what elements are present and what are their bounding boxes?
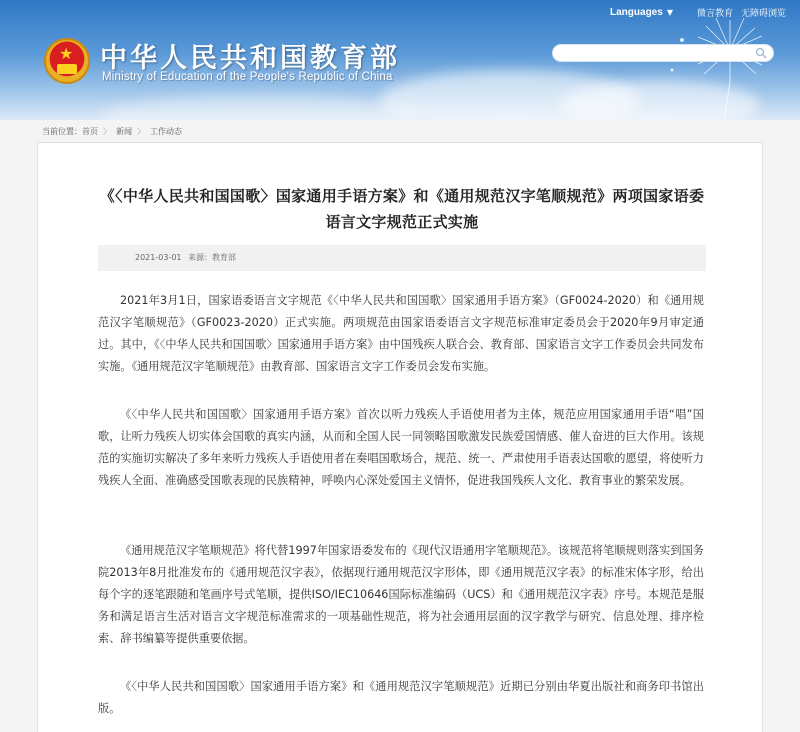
breadcrumb-work-updates[interactable]: 工作动态 bbox=[150, 127, 182, 136]
dandelion-icon bbox=[660, 10, 780, 120]
breadcrumb-news[interactable]: 新闻 bbox=[116, 127, 132, 136]
site-subtitle: Ministry of Education of the People's Republic of China bbox=[102, 71, 393, 83]
search-icon[interactable] bbox=[755, 47, 767, 59]
article-date: 2021-03-01 bbox=[135, 253, 182, 262]
site-header bbox=[0, 0, 800, 120]
top-links bbox=[610, 6, 786, 19]
search-box bbox=[552, 44, 774, 62]
article-paragraph: 《通用规范汉字笔顺规范》将代替1997年国家语委发布的《现代汉语通用字笔顺规范》。该规范将笔顺规则落实到国务院2013年8月批准发布的《通用规范汉字表》，依据现行通用规范汉字形体，即《通用规范汉字表》的标准宋体字形，给出每个字的逐笔跟随和笔画序号式笔顺，提供ISO/IEC10646国际标准编码（UCS）和《通用规范汉字表》序号。本规范是服务和满足语言生活对语言文字规范标准需求的一项基础性规范，将为社会通用层面的汉字教学与研究、信息处理、排序检索、辞书编纂等提供重要依据。 bbox=[98, 544, 704, 645]
breadcrumb-separator: 〉 bbox=[137, 127, 145, 136]
chevron-down-icon[interactable]: ▼ bbox=[666, 8, 673, 17]
national-emblem-icon[interactable] bbox=[44, 38, 90, 84]
weiyan-link[interactable]: 微言教育 bbox=[696, 9, 733, 19]
cloud-decoration bbox=[100, 95, 420, 120]
article-paragraph: 《〈中华人民共和国国歌〉国家通用手语方案》首次以听力残疾人手语使用者为主体，规范应用国家通用手语“唱”国歌，让听力残疾人切实体会国歌的真实内涵，从而和全国人民一同领略国歌激发民族爱国情感、催人奋进的巨大作用。该规范的实施切实解决了多年来听力残疾人手语使用者在奏唱国歌场合，规范、统一、严肃使用手语表达国歌的愿望，将使听力残疾人全面、准确感受国歌表现的民族精神，呼唤内心深处爱国主义情怀，促进我国残疾人文化、教育事业的繁荣发展。 bbox=[98, 408, 704, 487]
article-title: 《〈中华人民共和国国歌〉国家通用手语方案》和《通用规范汉字笔顺规范》两项国家语委语言文字规范正式实施 bbox=[99, 187, 705, 231]
search-input[interactable] bbox=[561, 45, 751, 61]
article-container bbox=[37, 142, 763, 732]
breadcrumb bbox=[42, 126, 182, 137]
site-title[interactable]: 中华人民共和国教育部 bbox=[100, 43, 400, 74]
article-paragraph: 2021年3月1日，国家语委语言文字规范《〈中华人民共和国国歌〉国家通用手语方案》（GF0024-2020）和《通用规范汉字笔顺规范》（GF0023-2020）正式实施。两项规范由国家语委语言文字规范标准审定委员会于2020年9月审定通过。其中，《〈中华人民共和国国歌〉国家通用手语方案》由中国残疾人联合会、教育部、国家语言文字工作委员会共同发布实施。《通用规范汉字笔顺规范》由教育部、国家语言文字工作委员会发布实施。 bbox=[98, 294, 704, 373]
breadcrumb-separator: 〉 bbox=[103, 127, 111, 136]
breadcrumb-label: 当前位置： bbox=[42, 127, 82, 136]
article-source: 来源：教育部 bbox=[188, 253, 237, 262]
article-paragraph: 《〈中华人民共和国国歌〉国家通用手语方案》和《通用规范汉字笔顺规范》近期已分别由华夏出版社和商务印书馆出版。 bbox=[98, 680, 704, 715]
accessibility-link[interactable]: 无障碍浏览 bbox=[740, 9, 786, 19]
star-icon: ★ bbox=[59, 44, 74, 63]
breadcrumb-home[interactable]: 首页 bbox=[82, 127, 98, 136]
article-meta bbox=[98, 245, 706, 271]
languages-menu[interactable]: Languages bbox=[610, 7, 663, 18]
tiananmen-icon bbox=[57, 64, 77, 74]
